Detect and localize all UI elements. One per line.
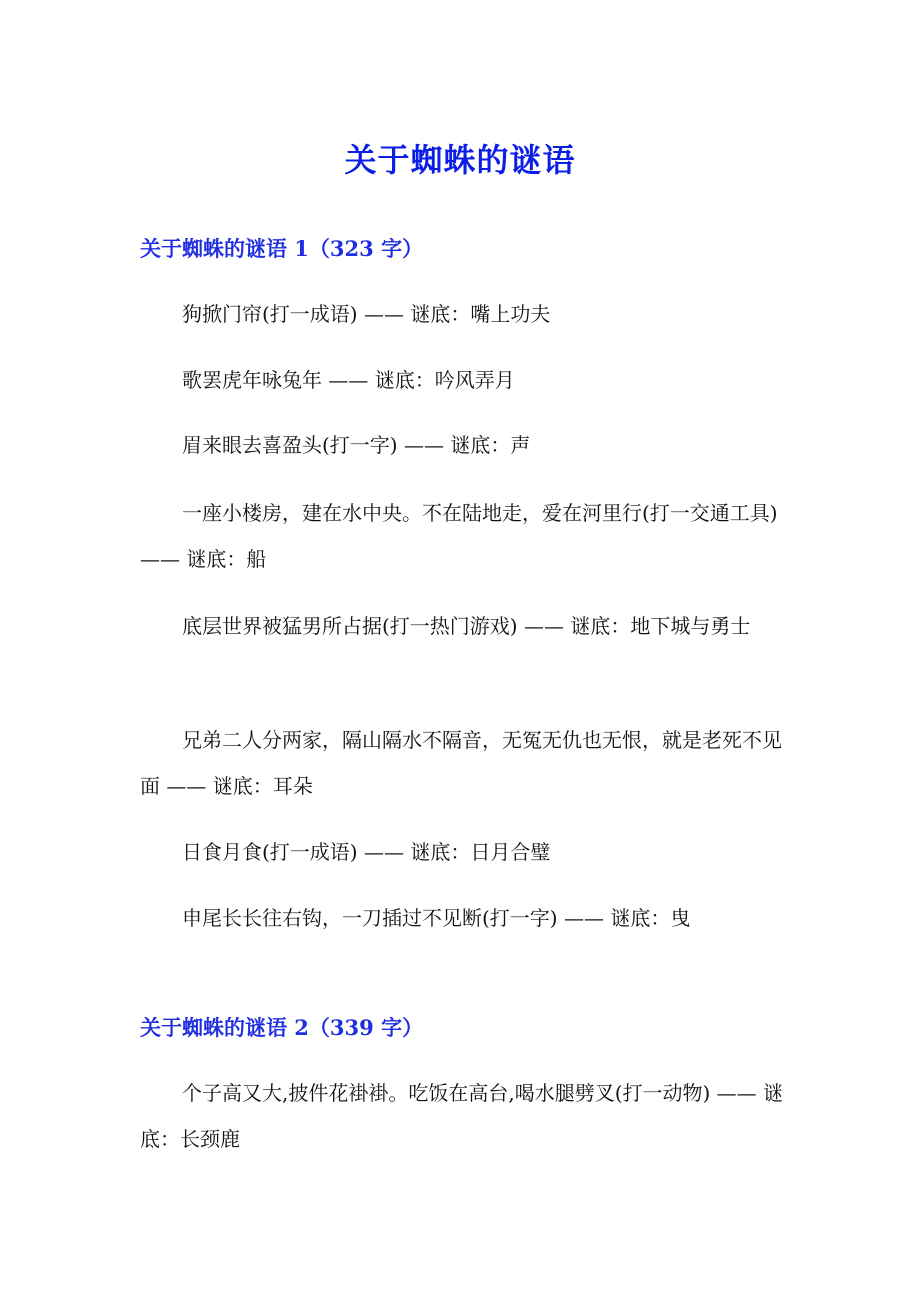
riddle-item: 申尾长长往右钩，一刀插过不见断(打一字) —— 谜底：曳 [182, 906, 691, 930]
section-heading-2: 关于蜘蛛的谜语 2（339 字） [140, 1015, 424, 1040]
riddle-item: 个子高又大,披件花褂褂。吃饭在高台,喝水腿劈叉(打一动物) —— 谜底：长颈鹿 [140, 1081, 784, 1151]
riddle-item: 眉来眼去喜盈头(打一字) —— 谜底：声 [182, 433, 531, 457]
riddle-item: 日食月食(打一成语) —— 谜底：日月合璧 [182, 840, 551, 864]
riddle-item: 兄弟二人分两家，隔山隔水不隔音，无冤无仇也无恨，就是老死不见面 —— 谜底：耳朵 [140, 728, 782, 798]
document-title: 关于蜘蛛的谜语 [344, 141, 576, 179]
riddle-item: 狗掀门帘(打一成语) —— 谜底：嘴上功夫 [182, 302, 551, 326]
riddle-item: 一座小楼房，建在水中央。不在陆地走，爱在河里行(打一交通工具) —— 谜底：船 [140, 501, 778, 571]
riddle-item: 底层世界被猛男所占据(打一热门游戏) —— 谜底：地下城与勇士 [182, 614, 751, 638]
riddle-item: 歌罢虎年咏兔年 —— 谜底：吟风弄月 [182, 368, 515, 392]
section-heading-1: 关于蜘蛛的谜语 1（323 字） [140, 236, 424, 261]
